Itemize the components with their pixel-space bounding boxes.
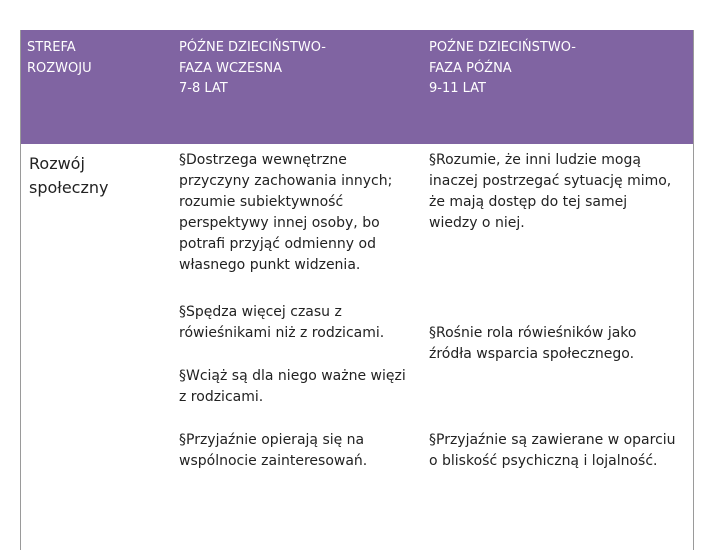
header-early-phase: PÓŹNE DZIECIŃSTWO- FAZA WCZESNA 7-8 LAT	[179, 40, 326, 96]
development-table	[20, 30, 694, 550]
early-item-2: §Spędza więcej czasu z rówieśnikami niż z rodzicami.	[179, 304, 385, 341]
table-header	[21, 30, 693, 144]
early-item-4: §Przyjaźnie opierają się na wspólnocie zainteresowań.	[179, 432, 368, 469]
early-item-1: §Dostrzega wewnętrzne przyczyny zachowania innych; rozumie subiektywność perspektywy innej osoby, bo potrafi przyjąć odmienny od własnego punkt widzenia.	[179, 152, 393, 273]
header-zone: STREFA ROZWOJU	[27, 40, 92, 76]
early-item-3: §Wciąż są dla niego ważne więzi z rodzicami.	[179, 368, 406, 405]
late-item-2: §Rośnie rola rówieśników jako źródła wsparcia społecznego.	[429, 325, 637, 362]
header-late-phase: POŹNE DZIECIŃSTWO- FAZA PÓŹNA 9-11 LAT	[429, 40, 576, 96]
late-item-1: §Rozumie, że inni ludzie mogą inaczej postrzegać sytuację mimo, że mają dostęp do tej samej wiedzy o niej.	[429, 152, 672, 231]
category-social-development: Rozwój społeczny	[29, 154, 109, 197]
late-item-3: §Przyjaźnie są zawierane w oparciu o bliskość psychiczną i lojalność.	[429, 432, 676, 469]
